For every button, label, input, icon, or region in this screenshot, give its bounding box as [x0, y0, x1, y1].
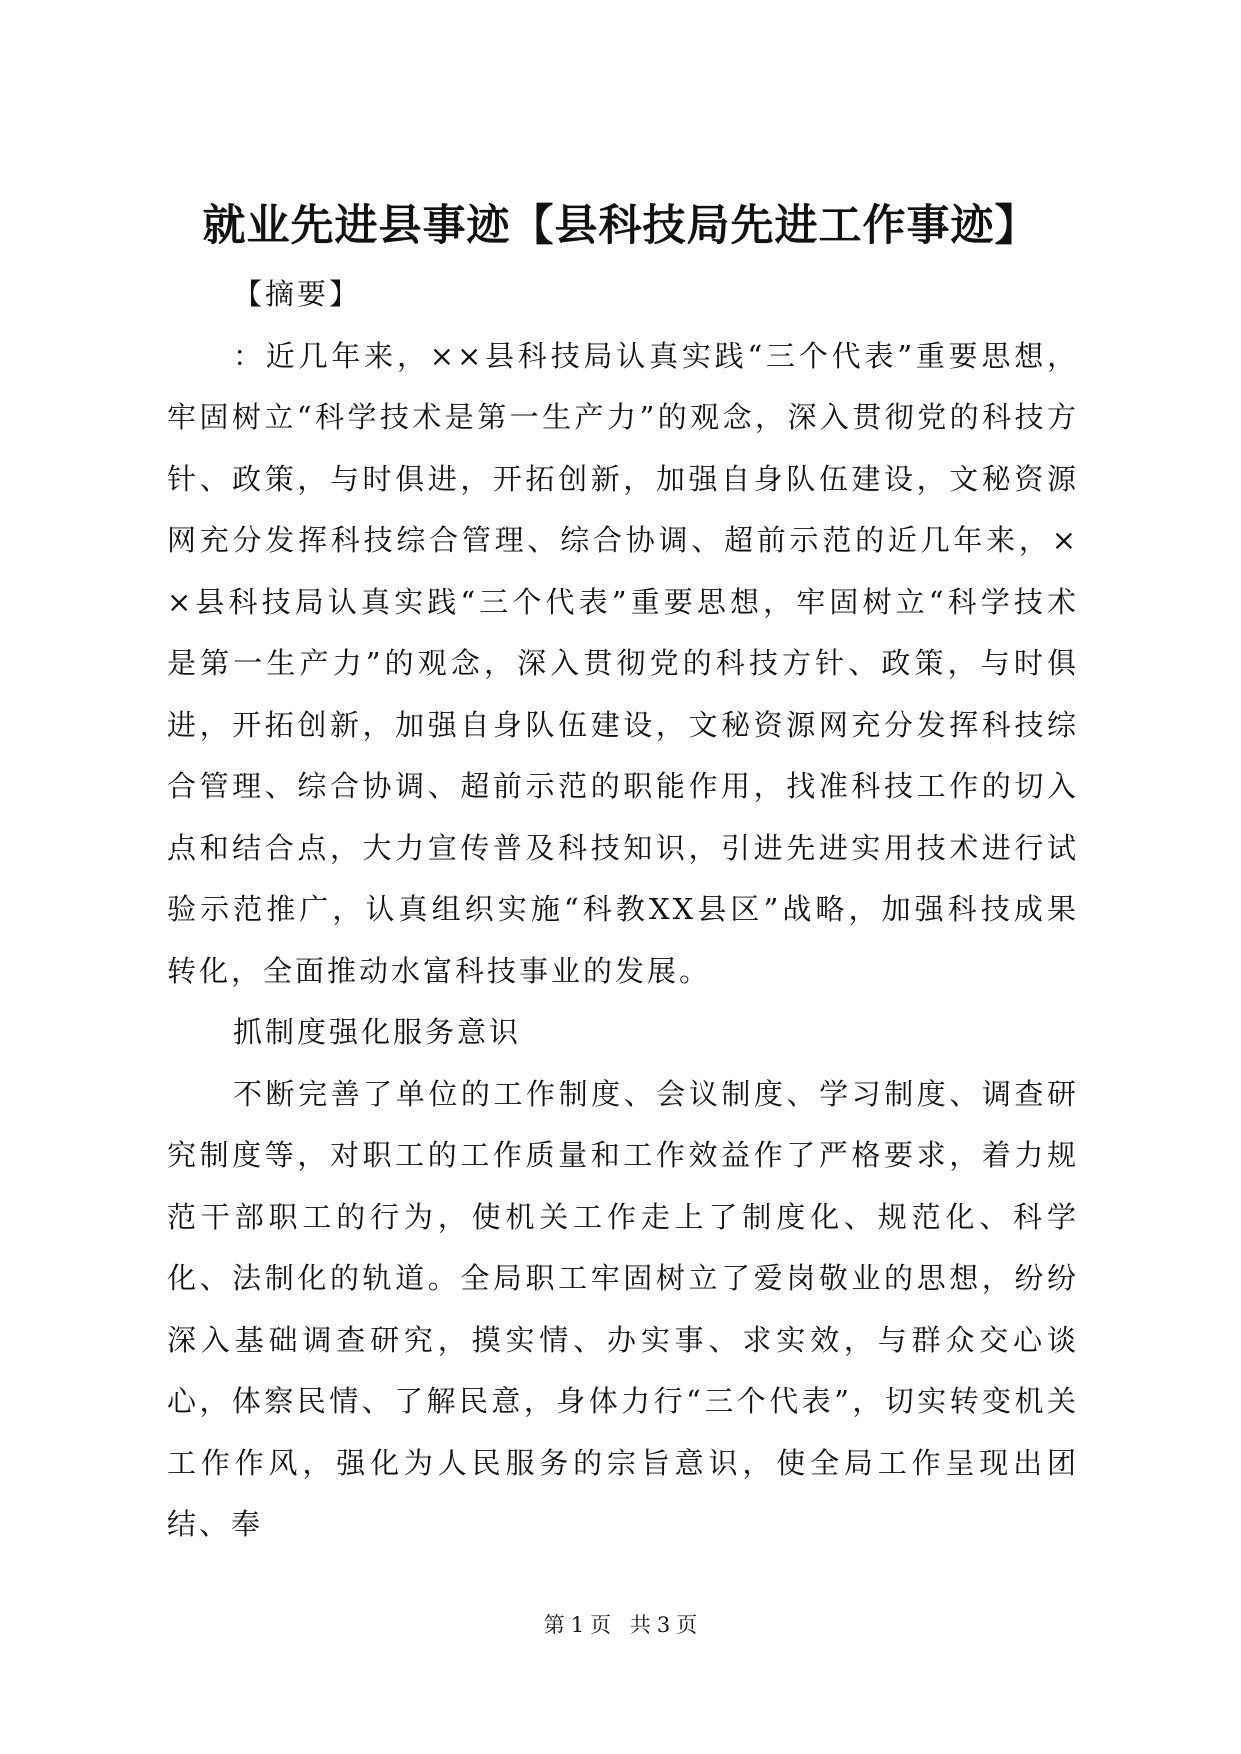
abstract-heading: 【摘要】: [233, 277, 362, 311]
abstract-paragraph: ：近几年来，××县科技局认真实践“三个代表”重要思想，牢固树立“科学技术是第一生产力”的观念，深入贯彻党的科技方针、政策，与时俱进，开拓创新，加强自身队伍建设，文秘资源网充分发挥科技综合管理、综合协调、超前示范的近几年来，××县科技局认真实践“三个代表”重要思想，牢固树立“科学技术是第一生产力”的观念，深入贯彻党的科技方针、政策，与时俱进，开拓创新，加强自身队伍建设，文秘资源网充分发挥科技综合管理、综合协调、超前示范的职能作用，找准科技工作的切入点和结合点，大力宣传普及科技知识，引进先进实用技术进行试验示范推广，认真组织实施“科教XX县区”战略，加强科技成果转化，全面推动水富科技事业的发展。: [167, 338, 1079, 988]
document-body: [167, 264, 1079, 1556]
document-title: 就业先进县事迹【县科技局先进工作事迹】: [202, 201, 1039, 251]
body-paragraph: 不断完善了单位的工作制度、会议制度、学习制度、调查研究制度等，对职工的工作质量和工作效益作了严格要求，着力规范干部职工的行为，使机关工作走上了制度化、规范化、科学化、法制化的轨道。全局职工牢固树立了爱岗敬业的思想，纷纷深入基础调查研究，摸实情、办实事、求实效，与群众交心谈心，体察民情、了解民意，身体力行“三个代表”，切实转变机关工作作风，强化为人民服务的宗旨意识，使全局工作呈现出团结、奉: [167, 1076, 1079, 1541]
page-footer: [0, 1610, 1241, 1640]
section-heading: 抓制度强化服务意识: [233, 1015, 522, 1049]
page-number: 第 1 页: [543, 1613, 612, 1637]
page-total: 共 3 页: [629, 1613, 698, 1637]
